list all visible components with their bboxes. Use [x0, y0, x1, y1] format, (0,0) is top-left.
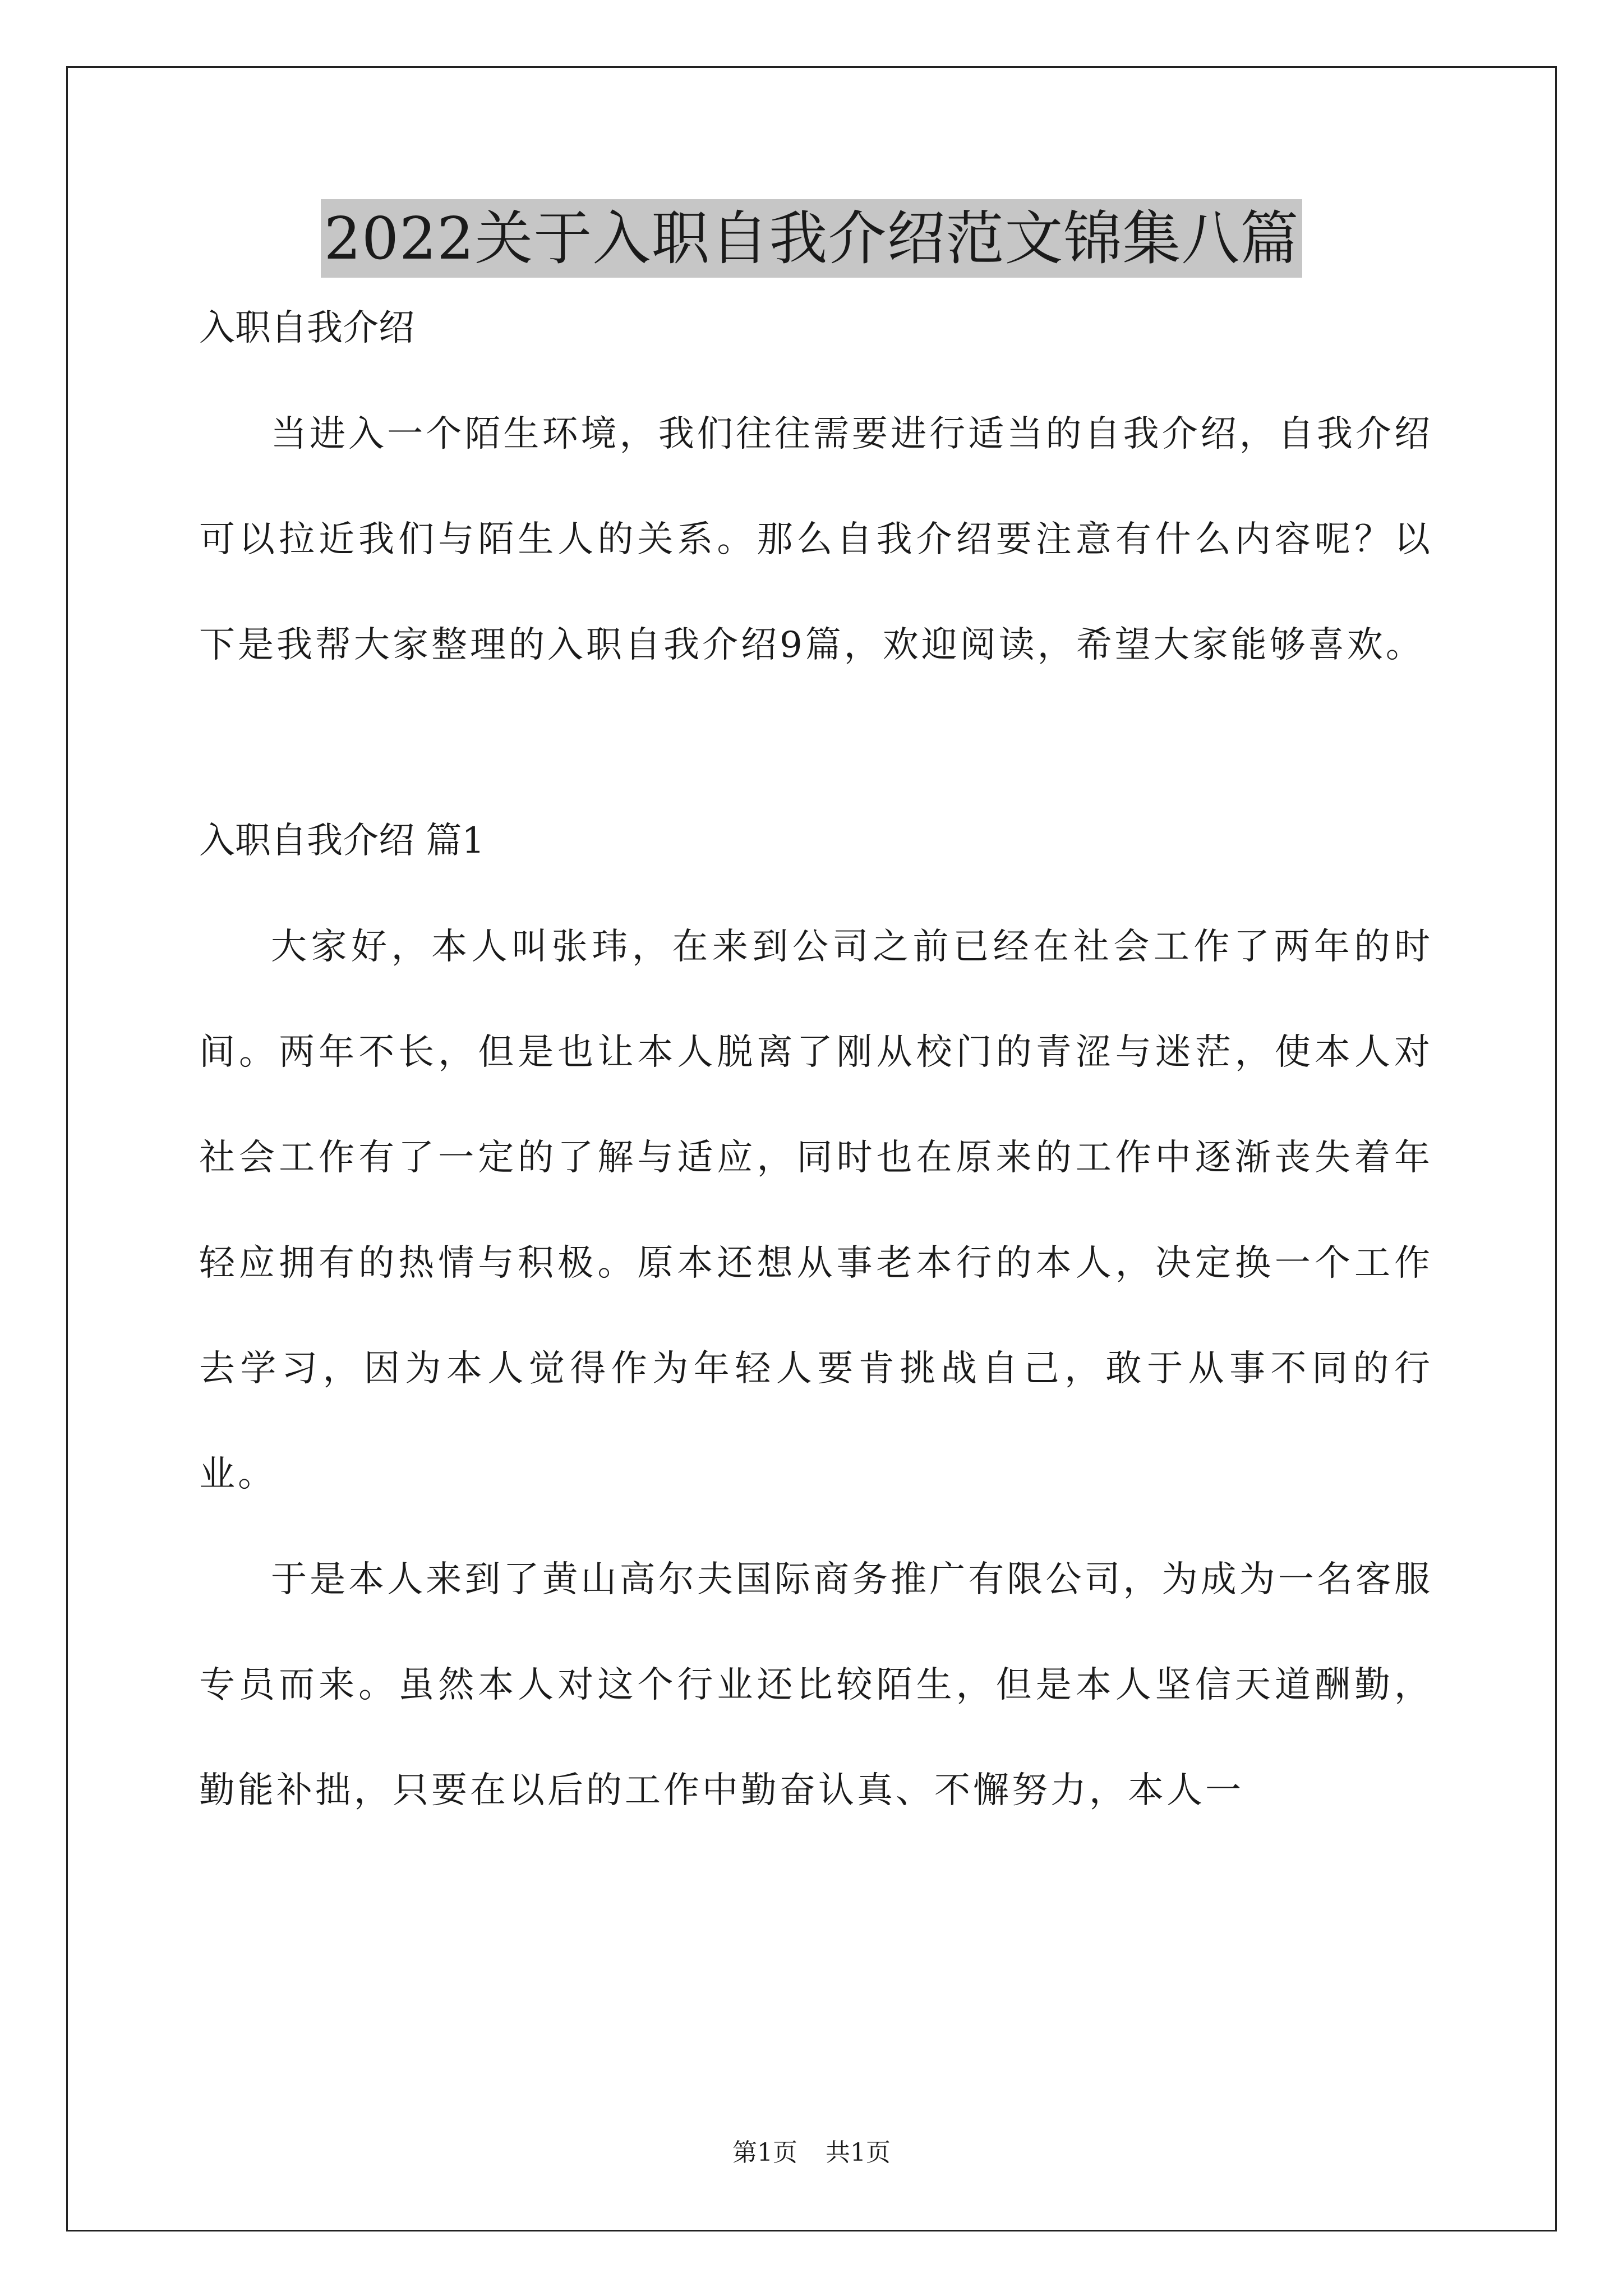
page-number: 第1页 [732, 2138, 797, 2167]
page-total: 共1页 [826, 2138, 891, 2167]
page-footer [0, 2136, 1623, 2170]
spacer [199, 353, 1433, 381]
section-1-paragraph-1: 大家好，本人叫张玮，在来到公司之前已经在社会工作了两年的时间。两年不长，但是也让本人脱离了刚从校门的青涩与迷茫，使本人对社会工作有了一定的了解与适应，同时也在原来的工作中逐渐丧失着年轻应拥有的热情与积极。原本还想从事老本行的本人，决定换一个工作去学习，因为本人觉得作为年轻人要肯挑战自己，敢于从事不同的行业。 [199, 926, 1433, 1495]
section-1-paragraph-2: 于是本人来到了黄山高尔夫国际商务推广有限公司，为成为一名客服专员而来。虽然本人对这个行业还比较陌生，但是本人坚信天道酬勤，勤能补拙，只要在以后的工作中勤奋认真、不懈努力，本人一 [199, 1559, 1433, 1811]
spacer [199, 698, 1433, 816]
intro-paragraph: 当进入一个陌生环境，我们往往需要进行适当的自我介绍，自我介绍可以拉近我们与陌生人的关系。那么自我介绍要注意有什么内容呢？以下是我帮大家整理的入职自我介绍9篇，欢迎阅读，希望大家能够喜欢。 [199, 413, 1433, 666]
document-body [199, 303, 1433, 1843]
spacer [199, 866, 1433, 894]
title-container [0, 199, 1623, 278]
section-1-heading: 入职自我介绍 篇1 [199, 820, 485, 862]
document-title: 2022关于入职自我介绍范文锦集八篇 [321, 199, 1303, 278]
intro-heading: 入职自我介绍 [199, 307, 414, 349]
